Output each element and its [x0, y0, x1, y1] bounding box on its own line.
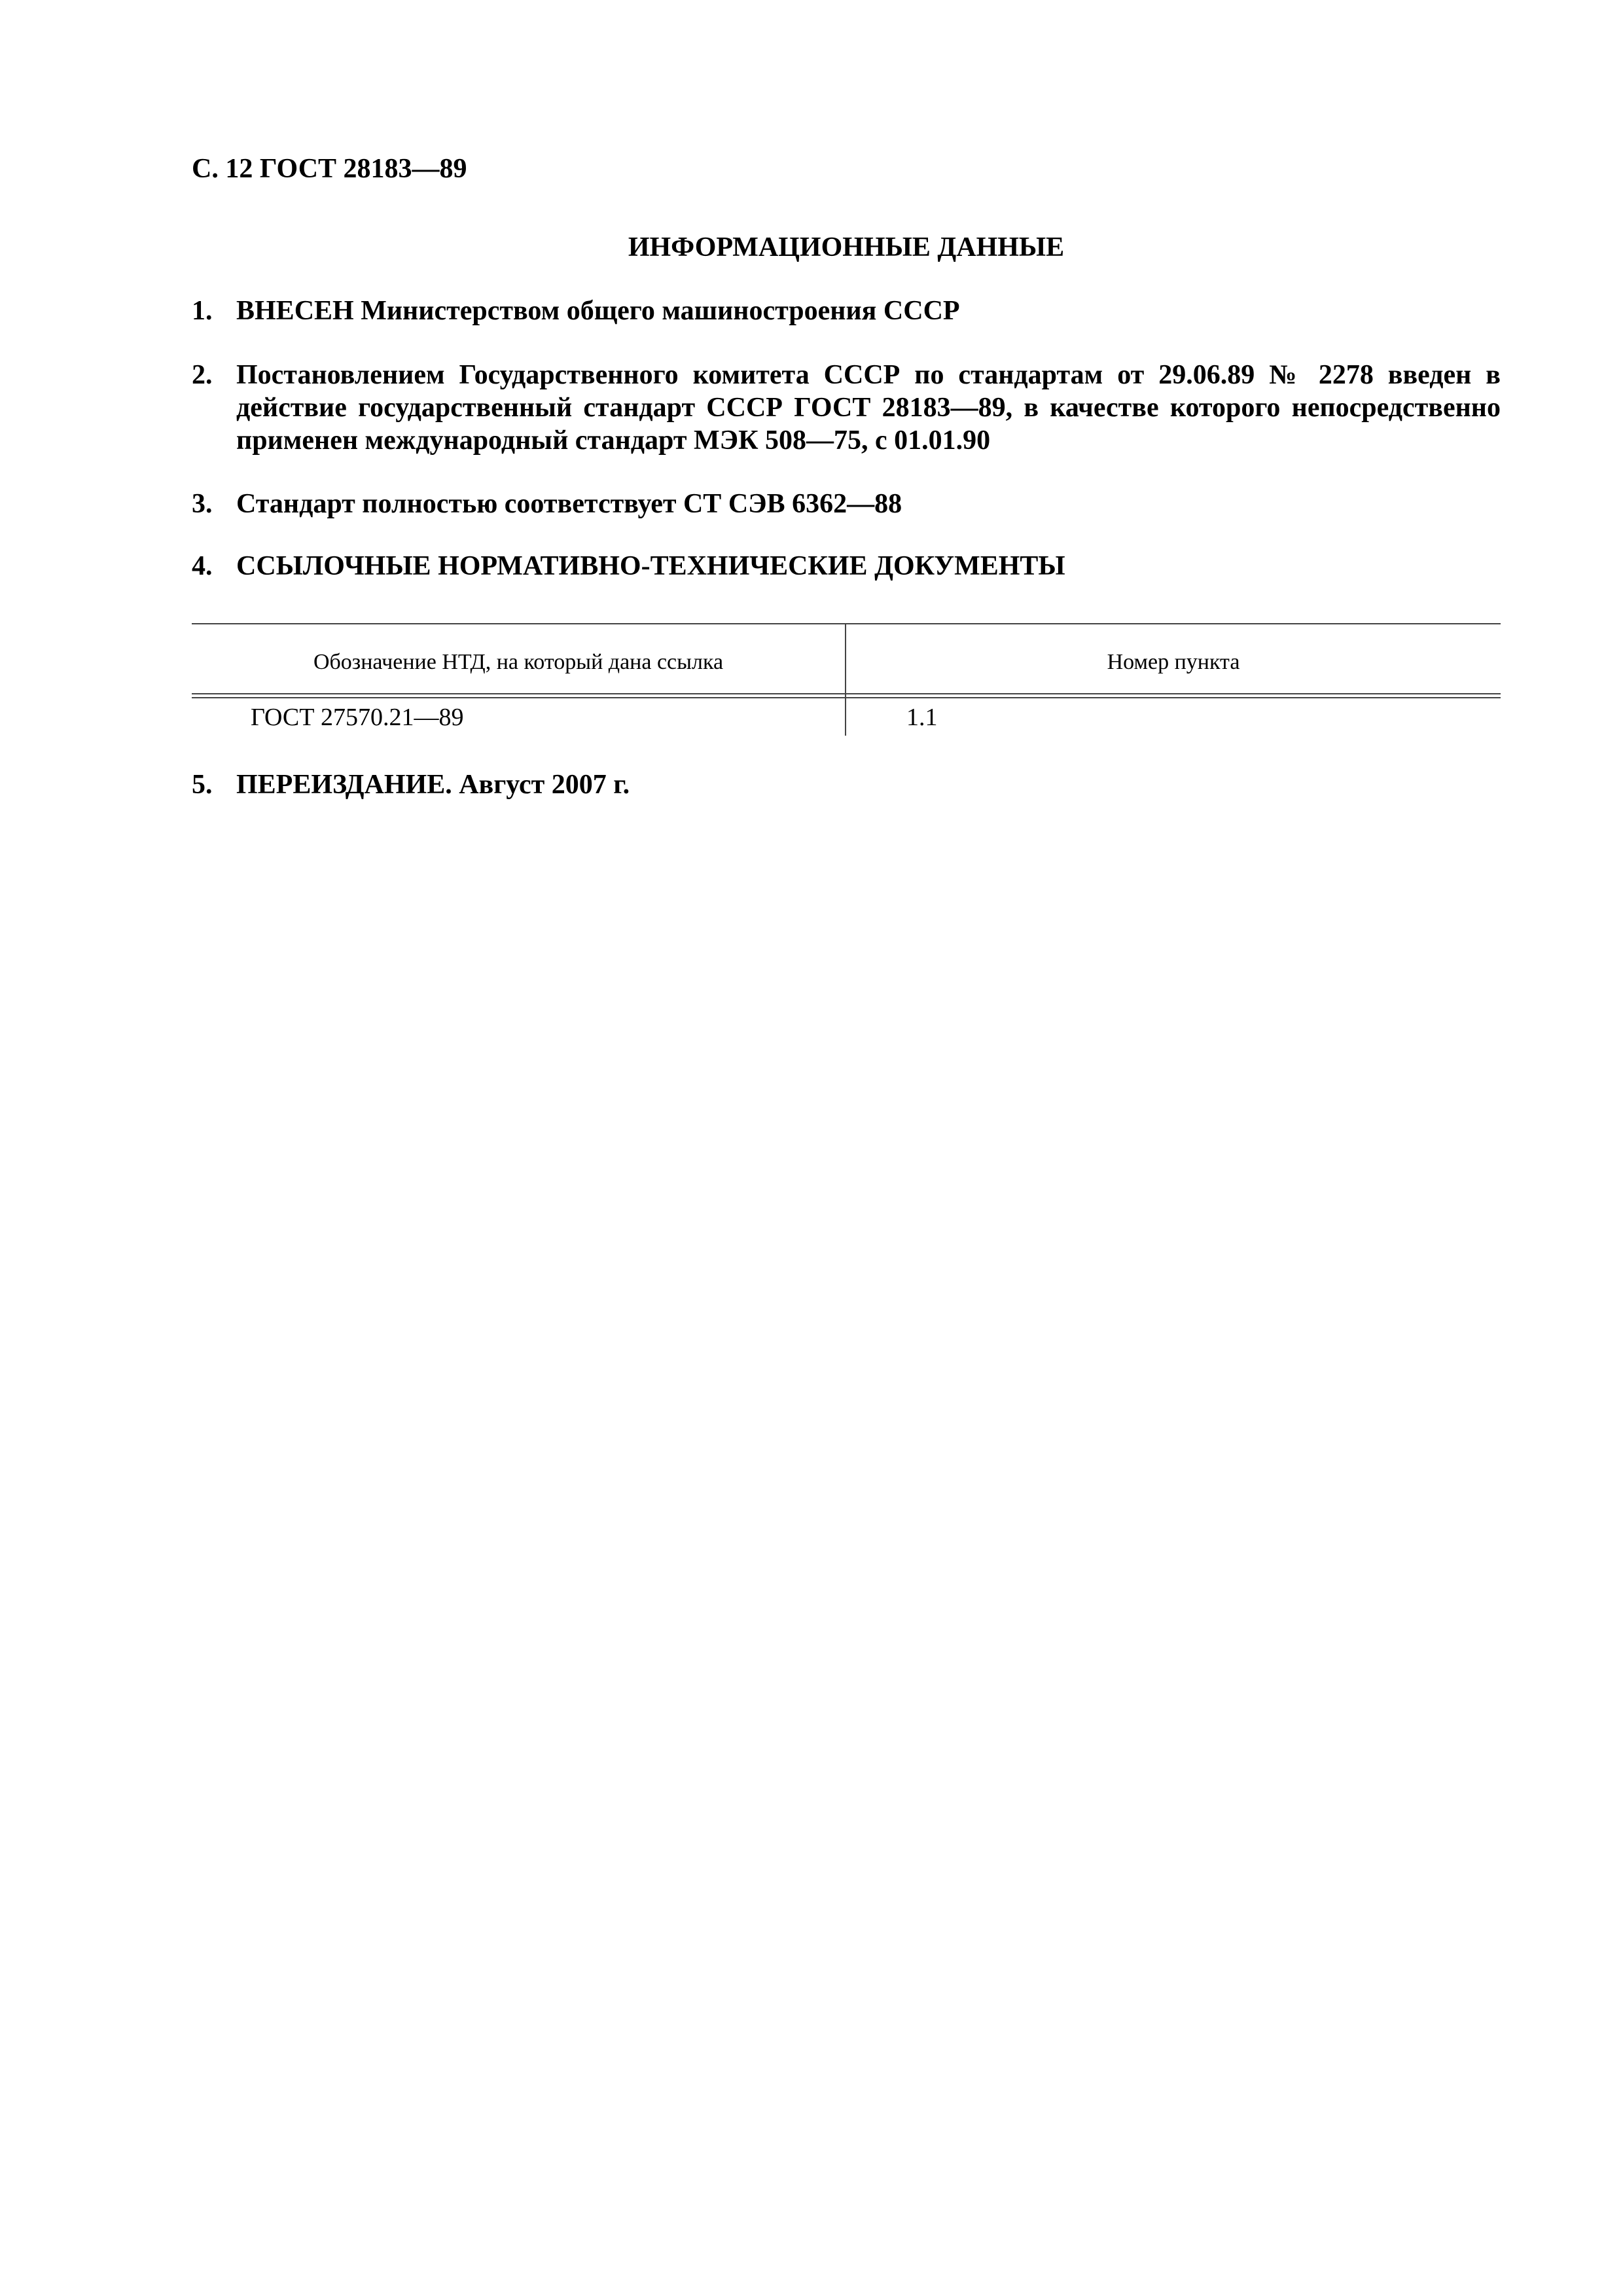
table-cell: ГОСТ 27570.21—89 — [251, 704, 464, 731]
list-item — [192, 768, 1501, 801]
list-item — [192, 295, 1501, 327]
list-item-number: 2. — [192, 360, 213, 390]
list-item-text: ПЕРЕИЗДАНИЕ. Август 2007 г. — [236, 770, 630, 800]
table-column-divider — [845, 623, 846, 736]
list-item-text: ССЫЛОЧНЫЕ НОРМАТИВНО-ТЕХНИЧЕСКИЕ ДОКУМЕНТЫ — [236, 551, 1065, 581]
table-header-rule — [192, 697, 1501, 698]
list-item — [192, 359, 1501, 457]
list-item-number: 5. — [192, 770, 213, 800]
list-item-text: ВНЕСЕН Министерством общего машиностроения СССР — [236, 296, 960, 326]
page-header: С. 12 ГОСТ 28183—89 — [192, 154, 467, 184]
reference-table — [192, 623, 1501, 736]
list-item-number: 3. — [192, 489, 213, 519]
list-item-text: Стандарт полностью соответствует СТ СЭВ 6362—88 — [236, 489, 902, 519]
section-title: ИНФОРМАЦИОННЫЕ ДАННЫЕ — [628, 232, 1065, 262]
table-header-cell: Номер пункта — [1107, 650, 1240, 674]
list-item-number: 1. — [192, 296, 213, 326]
table-top-rule — [192, 623, 1501, 624]
table-header-rule — [192, 693, 1501, 694]
table-header-cell: Обозначение НТД, на который дана ссылка — [313, 650, 724, 674]
table-cell: 1.1 — [906, 704, 938, 731]
list-item-text: Постановлением Государственного комитета СССР по стандартам от 29.06.89 № 2278 введен в действие государственный стандарт СССР ГОСТ 28183—89, в качестве которого непосредственно применен международный стандарт МЭК 508—75, с 01.01.90 — [236, 360, 1501, 456]
list-item — [192, 550, 1501, 583]
list-item — [192, 488, 1501, 520]
list-item-number: 4. — [192, 551, 213, 581]
